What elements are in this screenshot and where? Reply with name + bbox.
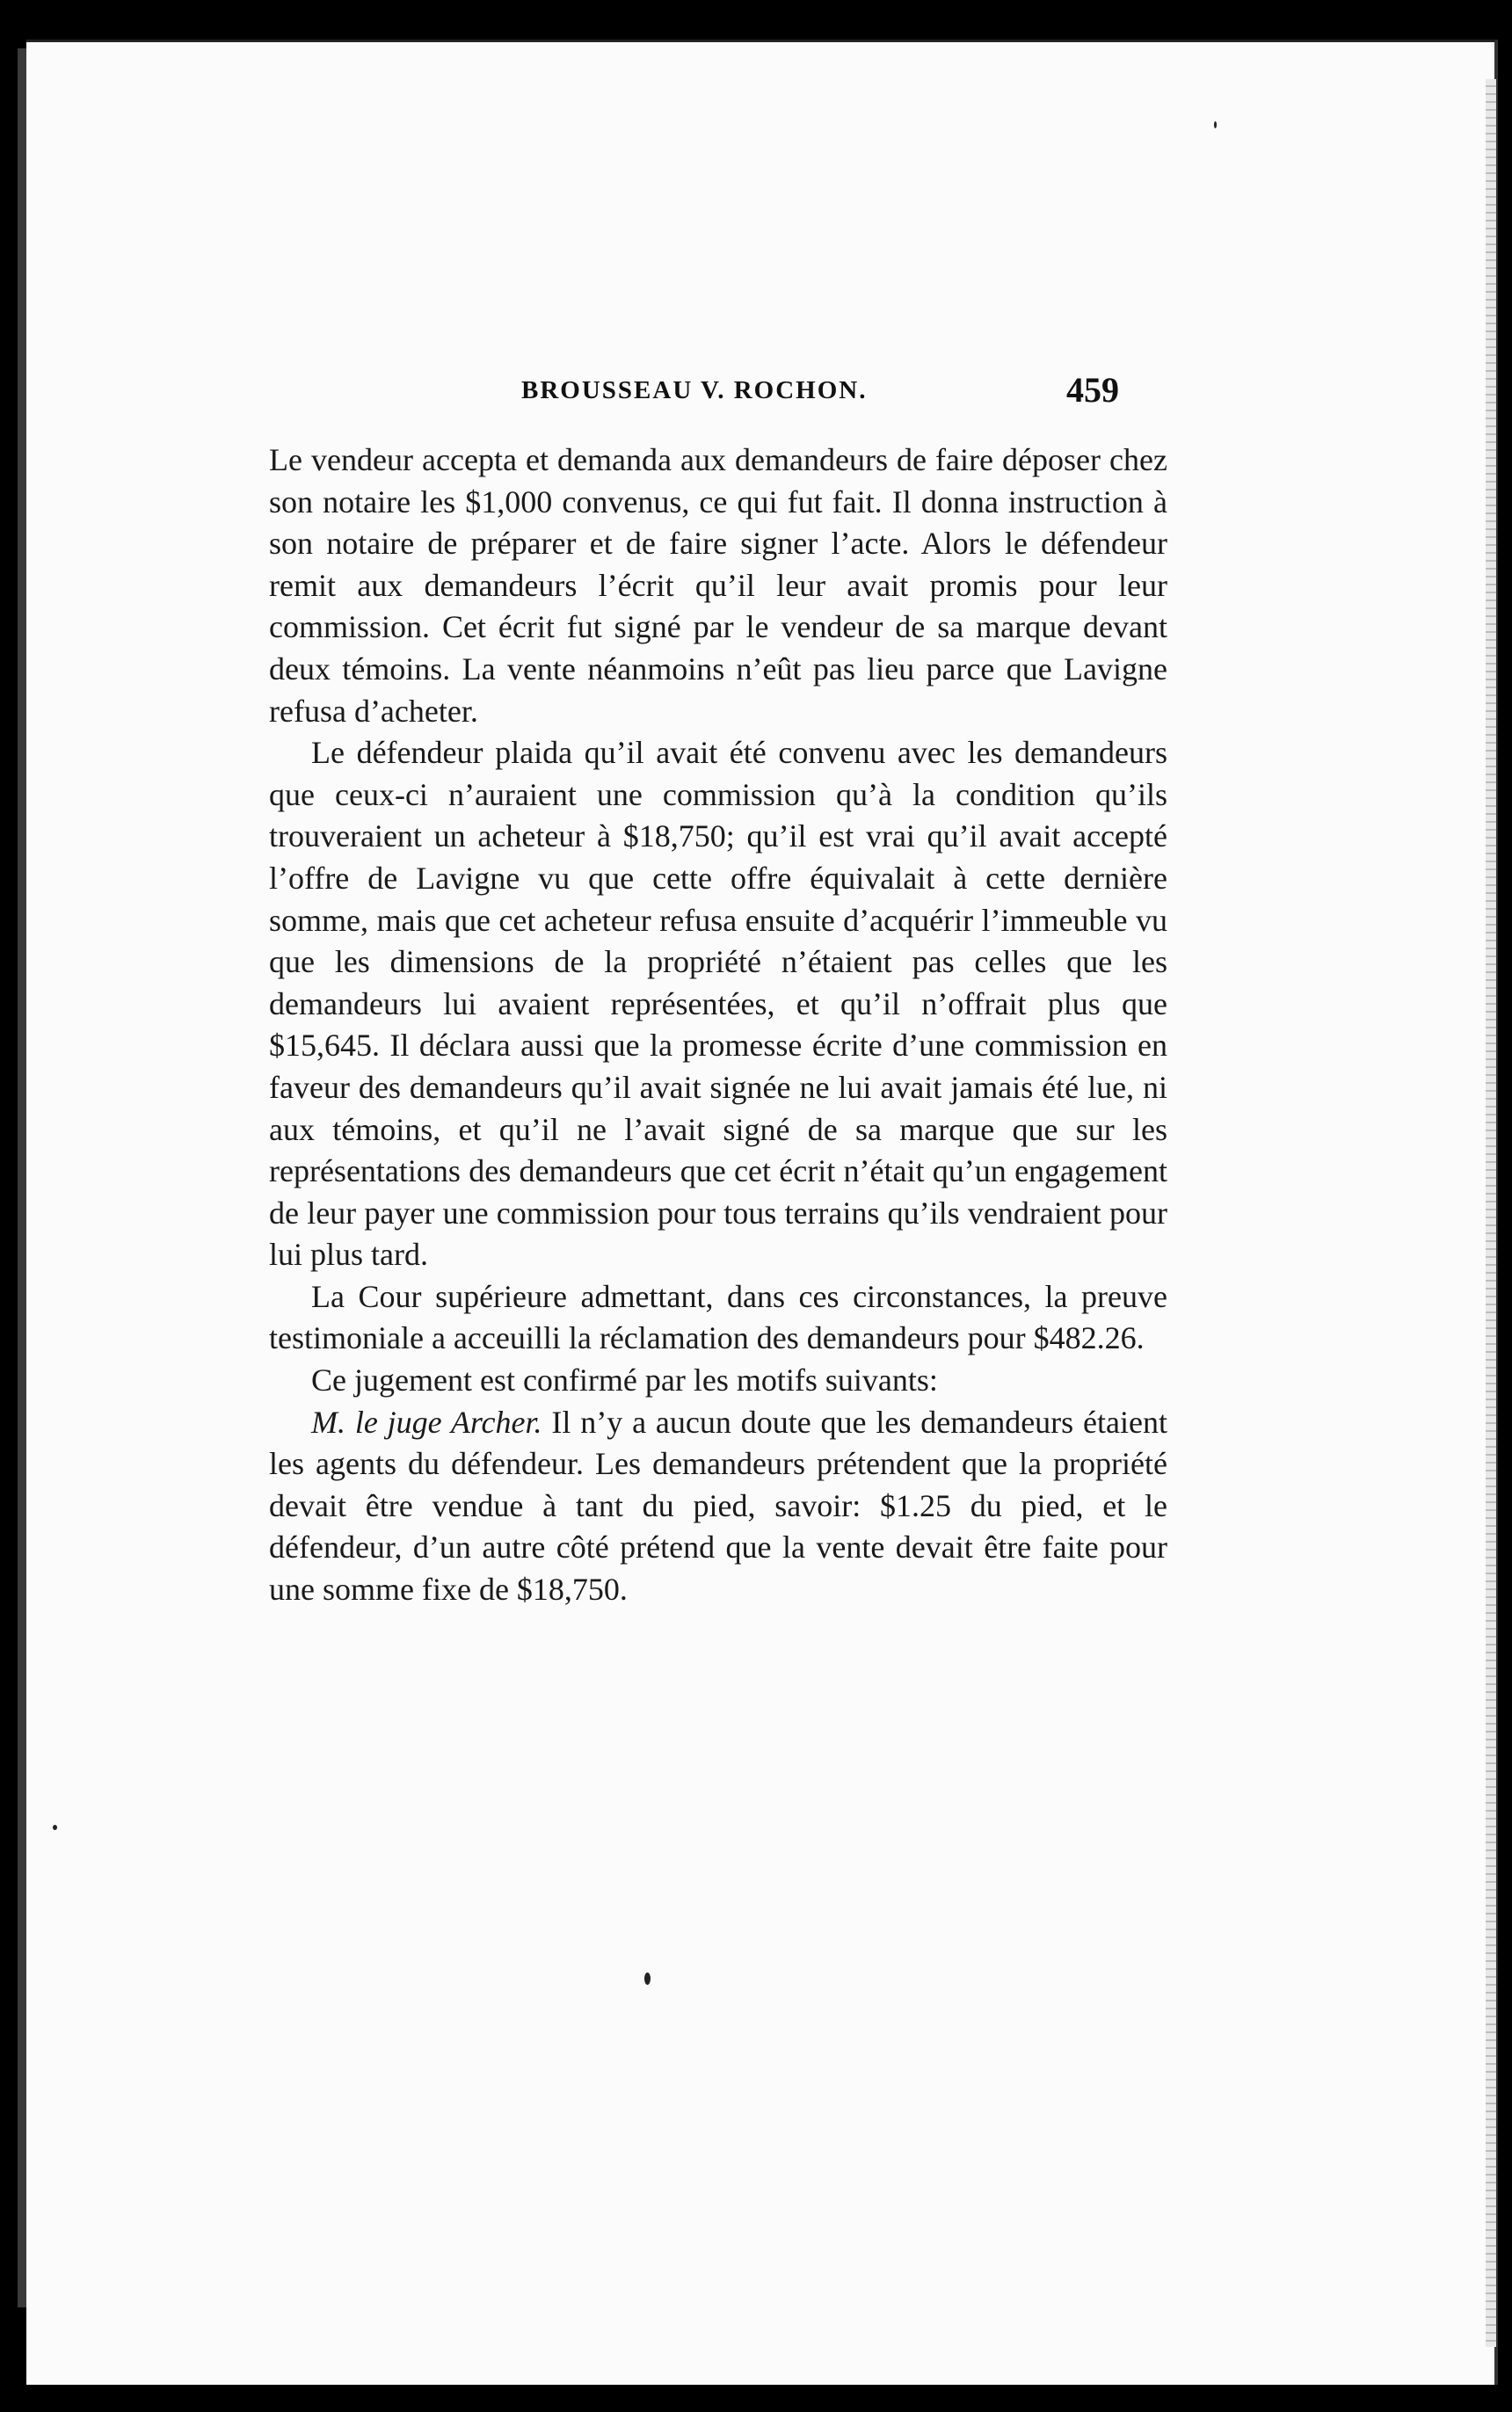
body-text [269,440,1167,1611]
ink-speck [53,1825,57,1830]
ink-speck [644,1972,651,1985]
page-edges [1486,79,1496,2347]
judge-name: M. le juge Archer. [311,1404,542,1440]
page-header [521,369,1137,422]
paragraph-4: Ce jugement est confirmé par les motifs suivants: [311,1362,938,1399]
page-number: 459 [1066,370,1119,410]
paragraph-5 [269,1402,1167,1611]
ink-speck [1214,121,1217,128]
paragraph-1: Le vendeur accepta et demanda aux demandeurs de faire déposer chez son notaire les $1,000 convenus, ce qui fut fait. Il donna instruction à son notaire de préparer et de faire signer l’acte. Alors le défendeur remit aux demandeurs l’écrit qu’il leur avait promis pour leur commission. Cet écrit fut signé par le vendeur de sa marque devant deux témoins. La vente néanmoins n’eût pas lieu parce que Lavigne refusa d’acheter. [269,442,1167,729]
paragraph-5-text: Il n’y a aucun doute que les demandeurs étaient les agents du défendeur. Les demandeurs prétendent que la propriété devait être vendue à tant du pied, savoir: $1.25 du pied, et le défendeur, d’un autre côté prétend que la vente devait être faite pour une somme fixe de $18,750. [269,1404,1167,1608]
paragraph-2: Le défendeur plaida qu’il avait été convenu avec les demandeurs que ceux-ci n’auraient une commission qu’à la condition qu’ils trouveraient un acheteur à $18,750; qu’il est vrai qu’il avait accepté l’offre de Lavigne vu que cette offre équivalait à cette dernière somme, mais que cet acheteur refusa ensuite d’acquérir l’immeuble vu que les dimensions de la propriété n’étaient pas celles que les demandeurs lui avaient représentées, et qu’il n’offrait plus que $15,645. Il déclara aussi que la promesse écrite d’une commission en faveur des demandeurs qu’il avait signée ne lui avait jamais été lue, ni aux témoins, et qu’il ne l’avait signé de sa marque que sur les représentations des demandeurs que cet écrit n’était qu’un engagement de leur payer une commission pour tous terrains qu’ils vendraient pour lui plus tard. [269,735,1167,1273]
paragraph-3: La Cour supérieure admettant, dans ces circonstances, la preuve testimoniale a acceuilli la réclamation des demandeurs pour $482.26. [269,1278,1167,1356]
running-title: BROUSSEAU V. ROCHON. [521,376,868,404]
